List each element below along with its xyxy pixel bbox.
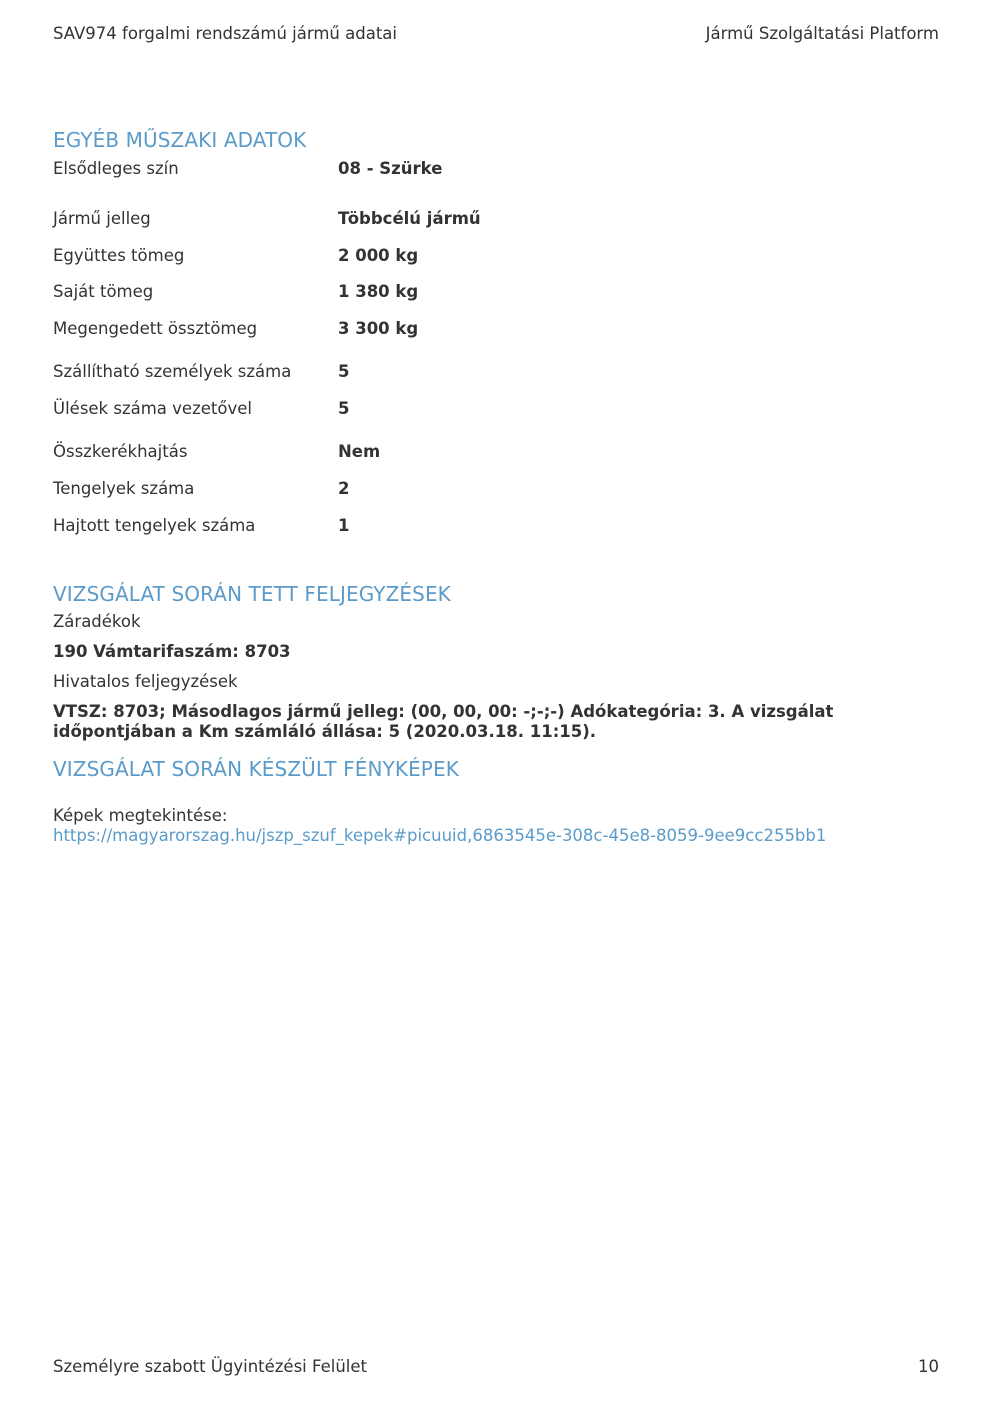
section-title-notes: VIZSGÁLAT SORÁN TETT FELJEGYZÉSEK — [53, 582, 451, 606]
row-value-seats: 5 — [338, 399, 350, 418]
section-title-technical: EGYÉB MŰSZAKI ADATOK — [53, 128, 307, 152]
row-value-axles: 2 — [338, 479, 350, 498]
row-label-primary-color: Elsődleges szín — [53, 159, 179, 178]
row-value-primary-color: 08 - Szürke — [338, 159, 443, 178]
section-title-photos: VIZSGÁLAT SORÁN KÉSZÜLT FÉNYKÉPEK — [53, 757, 459, 781]
row-label-seats: Ülések száma vezetővel — [53, 399, 252, 418]
clauses-value: 190 Vámtarifaszám: 8703 — [53, 642, 291, 661]
page-footer-title: Személyre szabott Ügyintézési Felület — [53, 1357, 367, 1376]
row-label-awd: Összkerékhajtás — [53, 442, 188, 461]
row-value-passengers: 5 — [338, 362, 350, 381]
row-label-vehicle-type: Jármű jelleg — [53, 209, 151, 228]
row-value-max-mass: 3 300 kg — [338, 319, 419, 338]
row-label-driven-axles: Hajtott tengelyek száma — [53, 516, 256, 535]
platform-name: Jármű Szolgáltatási Platform — [705, 24, 939, 43]
row-value-vehicle-type: Többcélú jármű — [338, 209, 481, 228]
photos-link[interactable]: https://magyarorszag.hu/jszp_szuf_kepek#picuuid,6863545e-308c-45e8-8059-9ee9cc255bb1 — [53, 826, 827, 845]
official-notes-value: VTSZ: 8703; Másodlagos jármű jelleg: (00, 00, 00: -;-;-) Adókategória: 3. A vizsgálat időpontjában a Km számláló állása: 5 (2020.03.18. 11:15). — [53, 702, 834, 741]
row-value-awd: Nem — [338, 442, 381, 461]
row-label-max-mass: Megengedett össztömeg — [53, 319, 258, 338]
clauses-label: Záradékok — [53, 612, 141, 631]
page-header-title: SAV974 forgalmi rendszámú jármű adatai — [53, 24, 397, 43]
row-label-passengers: Szállítható személyek száma — [53, 362, 292, 381]
official-notes-label: Hivatalos feljegyzések — [53, 672, 238, 691]
photos-view-label: Képek megtekintése: — [53, 806, 228, 825]
row-value-combined-mass: 2 000 kg — [338, 246, 419, 265]
row-label-axles: Tengelyek száma — [53, 479, 195, 498]
page-number: 10 — [918, 1357, 939, 1376]
row-label-own-mass: Saját tömeg — [53, 282, 154, 301]
row-value-own-mass: 1 380 kg — [338, 282, 419, 301]
row-value-driven-axles: 1 — [338, 516, 350, 535]
row-label-combined-mass: Együttes tömeg — [53, 246, 185, 265]
